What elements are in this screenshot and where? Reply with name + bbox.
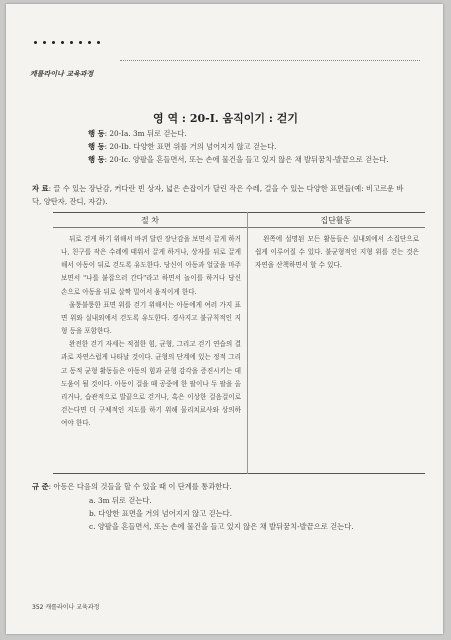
header-rule: [120, 60, 420, 61]
criteria-lead: [32, 482, 232, 492]
page-footer: [32, 602, 99, 611]
behavior-label: 행 동: [88, 129, 105, 138]
behavior-line: [88, 129, 187, 139]
area-title: 영 역 : 20-Ⅰ. 움직이기 : 걷기: [153, 112, 298, 125]
behavior-text: : 20-Ic. 양팔을 흔들면서, 또는 손에 물건을 들고 있지 않은 채 발뒤꿈치-발끝으로 걷는다.: [104, 155, 389, 164]
materials-label: 자 료: [32, 184, 49, 193]
criteria-item: c. 양팔을 흔들면서, 또는 손에 물건을 들고 있지 않은 채 발뒤꿈치-발끝으로 걷는다.: [89, 522, 354, 531]
activity-table: [53, 212, 425, 474]
header-dots: [34, 41, 100, 44]
materials-text: : 끌 수 있는 장난감, 커다란 빈 상자, 넓은 손잡이가 달린 작은 수레, 걸을 수 있는 다양한 표면들(예: 비고르운 바닥, 양탄자, 잔디, 자갈).: [32, 184, 404, 206]
page-number: 352: [32, 604, 44, 611]
procedure-header: 절 차: [141, 216, 159, 225]
footer-title: 캐롤라이나 교육과정: [45, 604, 100, 611]
behavior-label: 행 동: [88, 142, 105, 151]
procedure-column: [61, 233, 241, 430]
group-activity-paragraph: 왼쪽에 설명된 모든 활동들은 실내외에서 소집단으로 쉽게 이루어질 수 있다. 불균형적인 지형 위를 걷는 것은 자연을 산책하면서 할 수 있다.: [255, 235, 419, 270]
behavior-text: : 20-Ib. 다양한 표면 위를 거의 넘어지지 않고 걷는다.: [104, 142, 277, 151]
procedure-paragraph: 울퉁불퉁한 표면 위를 걷기 위해서는 아동에게 여러 가지 표면 위와 실내외에서 걷도록 유도한다. 경사지고 불규칙적인 지형 등을 포함한다.: [61, 300, 241, 336]
table-top-rule: [53, 212, 425, 213]
criteria-text: : 아동은 다음의 것들을 할 수 있을 때 이 단계를 통과한다.: [48, 482, 232, 491]
running-header: 캐롤라이나 교육과정: [30, 70, 94, 78]
table-header-rule: [53, 227, 425, 228]
behavior-label: 행 동: [88, 155, 105, 164]
criteria-item: a. 3m 뒤로 걷는다.: [89, 496, 152, 505]
procedure-paragraph: 완전한 걷기 자세는 적절한 힘, 균형, 그리고 걷기 연습의 결과로 자연스럽게 나타날 것이다. 균형의 단계에 있는 정적 그리고 동적 균형 활동들은 아동의 힘과 균형 감각을 증진시키는 데 도움이 될 것이다. 아동이 걸을 때 공중에 한 팔이나 두 팔을 올리거나, 습관적으로 발끝으로 걷거나, 혹은 이상한 걸음걸이로 걷는다면 더 구체적인 지도를 하기 위해 물리치료사와 상의하여야 한다.: [61, 340, 241, 428]
procedure-paragraph: 뒤로 걷게 하기 위해서 바퀴 달린 장난감을 보면서 끌게 하거나, 친구를 작은 수레에 태워서 끌게 하거나, 상자를 뒤로 끌게 해서 아동이 뒤로 걷도록 유도한다. 당신이 아동과 얼굴을 마주 보면서 "나를 붙잡으러 간다"라고 하면서 놀이를 하거나 당신 손으로 아동을 뒤로 살짝 밀어서 움직이게 한다.: [61, 235, 241, 296]
table-column-divider: [247, 212, 248, 474]
criteria-label: 규 준: [32, 482, 49, 491]
criteria-item: b. 다양한 표면을 거의 넘어지지 않고 걷는다.: [89, 509, 233, 518]
group-activity-header: 집단활동: [320, 216, 352, 225]
behavior-line: [88, 142, 276, 152]
behavior-text: : 20-Ia. 3m 뒤로 걷는다.: [104, 129, 187, 138]
group-activity-column: [255, 233, 419, 272]
table-bottom-rule: [53, 473, 425, 474]
materials: [32, 182, 412, 208]
behavior-line: [88, 155, 389, 165]
